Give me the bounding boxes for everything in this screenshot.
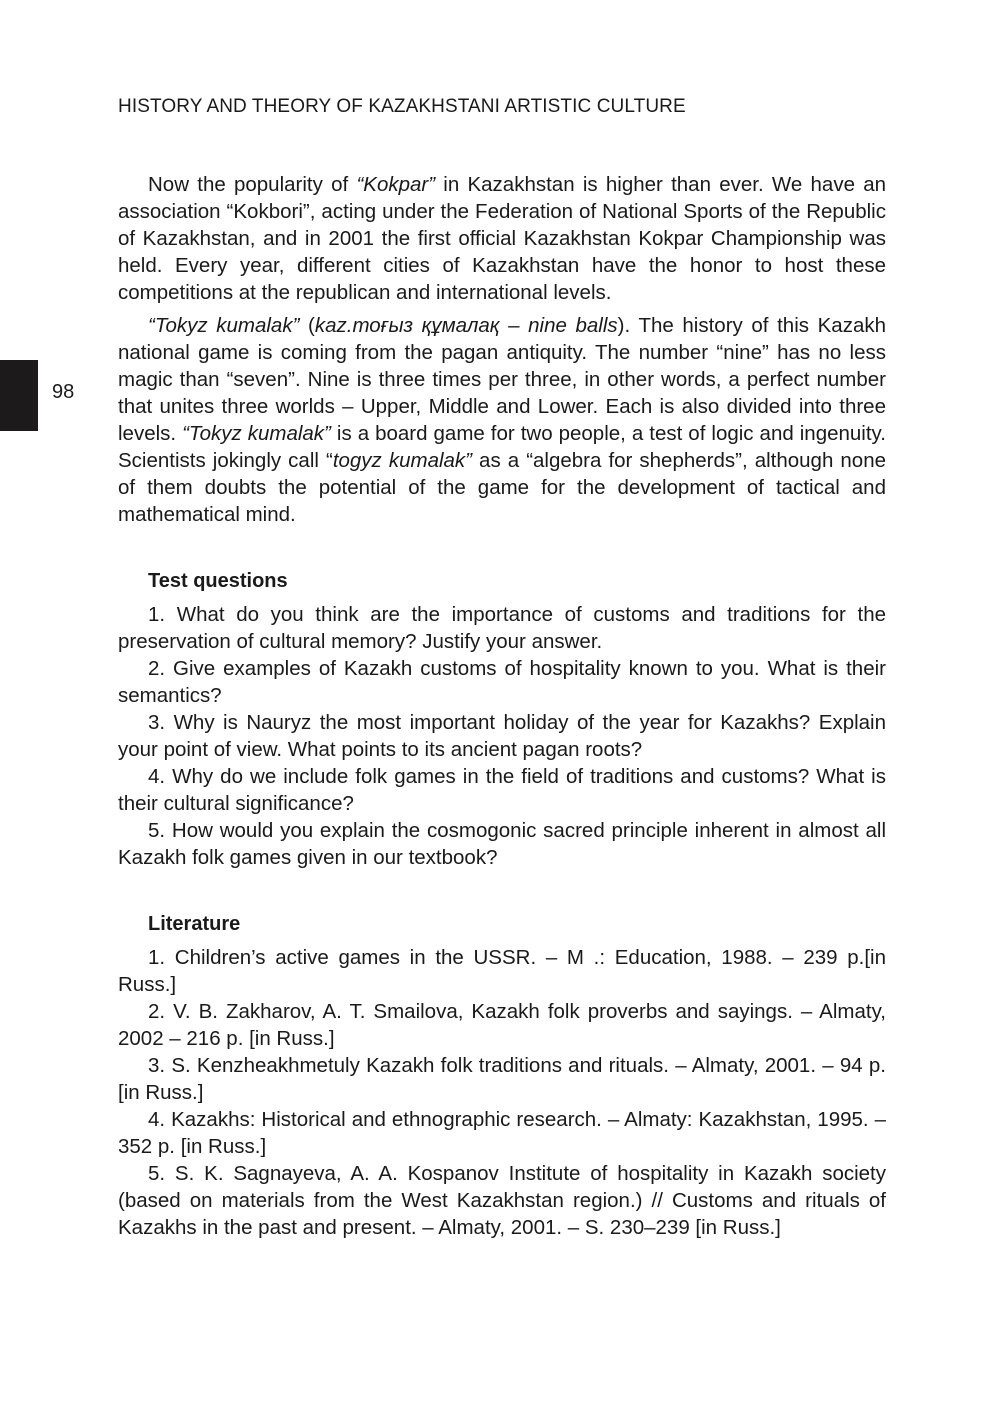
section-heading: Test questions bbox=[148, 570, 288, 592]
page-edge-tab bbox=[0, 360, 38, 431]
text-run: is a board game for two people, a test of logic and ingenuity. Scientists jokingly call “ bbox=[118, 422, 886, 472]
italic-term: togyz kumalak” bbox=[332, 449, 473, 472]
list-item: 4. Kazakhs: Historical and ethnographic research. – Almaty: Kazakhstan, 1995. – 352 p. [in Russ.] bbox=[118, 1108, 886, 1158]
paragraph-kokpar bbox=[118, 171, 886, 306]
page-content bbox=[118, 171, 886, 1241]
test-questions-section bbox=[118, 568, 886, 871]
text-run: as a “algebra for shepherds”, although none of them doubts the potential of the game for the development of tactical and mathematical mind. bbox=[118, 449, 887, 526]
list-item: 3. Why is Nauryz the most important holiday of the year for Kazakhs? Explain your point of view. What points to its ancient pagan roots? bbox=[118, 711, 886, 761]
list-item: 1. Children’s active games in the USSR. – M .: Education, 1988. – 239 p.[in Russ.] bbox=[118, 946, 886, 996]
list-item: 2. V. B. Zakharov, A. T. Smailova, Kazakh folk proverbs and sayings. – Almaty, 2002 – 216 p. [in Russ.] bbox=[118, 1000, 886, 1050]
italic-term: “Tokyz kumalak” bbox=[182, 422, 331, 445]
text-run: ). The history of this Kazakh national game is coming from the pagan antiquity. The number “nine” has no less magic than “seven”. Nine is three times per three, in other words, a perfect number that unites three worlds – Upper, Middle and Lower. Each is also divided into three levels. bbox=[118, 314, 886, 445]
text-run: in Kazakhstan is higher than ever. We have an association “Kokbori”, acting under the Federation of National Sports of the Republic of Kazakhstan, and in 2001 the first official Kazakhstan Kokpar Championship was held. Every year, different cities of Kazakhstan have the honor to host these competitions at the republican and international levels. bbox=[118, 173, 887, 304]
list-item: 4. Why do we include folk games in the field of traditions and customs? What is their cultural significance? bbox=[118, 765, 886, 815]
list-item: 3. S. Kenzheakhmetuly Kazakh folk traditions and rituals. – Almaty, 2001. – 94 p. [in Russ.] bbox=[118, 1054, 886, 1104]
running-header: HISTORY AND THEORY OF KAZAKHSTANI ARTISTIC CULTURE bbox=[118, 96, 686, 117]
list-item: 5. How would you explain the cosmogonic sacred principle inherent in almost all Kazakh folk games given in our textbook? bbox=[118, 819, 886, 869]
literature-section bbox=[118, 911, 886, 1241]
list-item: 2. Give examples of Kazakh customs of hospitality known to you. What is their semantics? bbox=[118, 657, 886, 707]
text-run: Now the popularity of bbox=[148, 173, 357, 196]
literature-list bbox=[118, 944, 886, 1241]
paragraph-tokyz-kumalak bbox=[118, 312, 886, 528]
question-list bbox=[118, 601, 886, 871]
italic-term: “Tokyz kumalak” bbox=[148, 314, 300, 337]
italic-gloss: kaz.тоғыз құмалақ – nine balls bbox=[314, 314, 618, 337]
list-item: 5. S. K. Sagnayeva, A. A. Kospanov Institute of hospitality in Kazakh society (based on materials from the West Kazakhstan region.) // Customs and rituals of Kazakhs in the past and present. – Almaty, 2001. – S. 230–239 [in Russ.] bbox=[118, 1162, 886, 1239]
section-heading: Literature bbox=[148, 913, 241, 935]
list-item: 1. What do you think are the importance of customs and traditions for the preservation of cultural memory? Justify your answer. bbox=[118, 603, 886, 653]
text-run: ( bbox=[299, 314, 315, 337]
page-number: 98 bbox=[52, 381, 75, 403]
italic-term: “Kokpar” bbox=[356, 173, 436, 196]
